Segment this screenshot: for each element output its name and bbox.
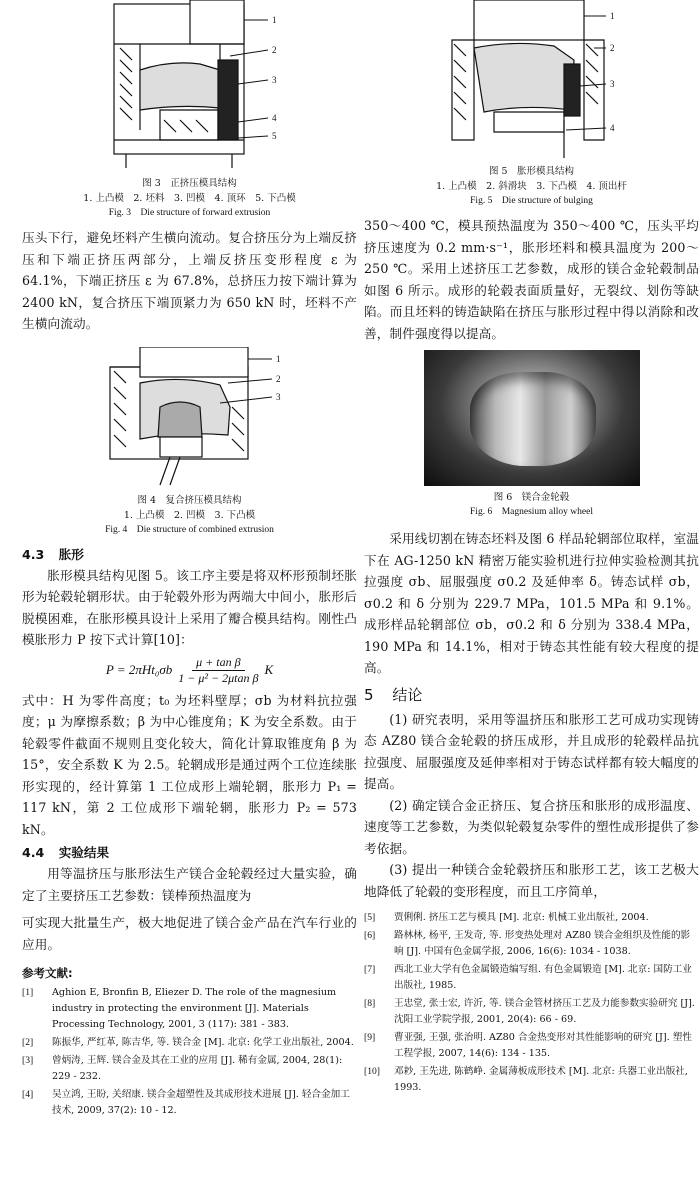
reference-number: [9]	[364, 1032, 376, 1043]
reference-item	[22, 1087, 357, 1119]
reference-text: 路林林, 杨平, 王发奇, 等. 形变热处理对 AZ80 镁合金组织及性能的影响 [J]. 中国有色金属学报, 2006, 16(6): 1034 - 1038.	[394, 930, 691, 957]
magnesium-wheel-photo	[424, 350, 640, 486]
formula-lhs: P = 2πHt₀σb	[105, 662, 173, 677]
fig3-label-1: 1	[272, 15, 277, 25]
fig5-label-4: 4	[610, 123, 615, 133]
section-4-3-title: 胀形	[58, 546, 84, 562]
wheel-shape	[470, 372, 596, 466]
reference-number: [7]	[364, 964, 376, 975]
figure-3-drawing	[100, 0, 290, 172]
left-paragraph-1: 压头下行，避免坯料产生横向流动。复合挤压分为上端反挤压和下端正挤压两部分，上端反挤压变形程度 ε 为 64.1%，下端正挤压 ε 为 67.8%，总挤压力按下端计算为 2400 kN，复合挤压下端顶紧力为 650 kN 时，坯料不产生横向流动。	[22, 230, 357, 331]
fig4-caption-zh: 图 4 复合挤压模具结构	[137, 494, 242, 506]
fig3-label-5: 5	[272, 131, 277, 141]
right-paragraph-2: 采用线切割在铸态坯料及图 6 样品轮辋部位取样，室温下在 AG-1250 kN 精密万能实验机进行拉伸实验检测其抗拉强度 σb、屈服强度 σ0.2 及延伸率 δ。铸态试样 σb，σ0.2 和 δ 分别为 229.7 MPa，101.5 MPa 和 9.1%。成形样品轮辋部位 σb，σ0.2 和 δ 分别为 338.4 MPa，190 MPa 和 14.1%，相对于铸态其性能有较大程度的提高。	[364, 531, 699, 675]
fig3-label-2: 2	[272, 45, 277, 55]
left-paragraph-3: 式中：H 为零件高度；t₀ 为坯料壁厚；σb 为材料抗拉强度；μ 为摩擦系数；β 为中心锥度角；K 为安全系数。由于轮毂零件截面不规则且变化较大，简化计算取锥度角 β 为 15°，安全系数 K 为 2.5。轮辋成形是通过两个工位连续胀形实现的，经计算第 1 工位成形上端轮辋，胀形力 P₁ = 117 kN，第 2 工位成形下端轮辋，胀形力 P₂ = 573 kN。	[22, 692, 357, 837]
formula-fraction	[178, 655, 258, 686]
conclusion-2: (2) 确定镁合金正挤压、复合挤压和胀形的成形温度、速度等工艺参数，为类似轮毂复杂零件的塑性成形提供了参考依据。	[364, 797, 699, 856]
fig5-caption-en: Fig. 5 Die structure of bulging	[470, 196, 593, 206]
figure-4-drawing	[100, 347, 290, 487]
fig5-caption-zh: 图 5 胀形模具结构	[488, 166, 575, 177]
reference-text: Aghion E, Bronfin B, Eliezer D. The role of the magnesium industry in protecting the environment [J]. Materials Processing Technology, 2001, 3 (117): 381 - 383.	[52, 987, 337, 1030]
reference-text: 贾俐俐. 挤压工艺与模具 [M]. 北京: 机械工业出版社, 2004.	[394, 912, 649, 923]
fig4-caption-en: Fig. 4 Die structure of combined extrusion	[105, 524, 274, 535]
reference-number: [5]	[364, 912, 376, 923]
fig4-label-2: 2	[276, 373, 281, 384]
reference-item	[22, 1035, 357, 1051]
left-paragraph-2: 胀形模具结构见图 5。该工序主要是将双杯形预制坯胀形为轮毂轮辋形状。由于轮毂外形为两端大中间小，胀形后脱模困难，在胀形模具设计上采用了瓣合模具结构。刚性凸模胀形力 P 按下式计算[10]：	[22, 567, 357, 647]
references-title: 参考文献:	[22, 966, 73, 980]
reference-number: [6]	[364, 930, 376, 941]
reference-text: 邓耖, 王先进, 陈鹤峥. 金属薄板成形技术 [M]. 北京: 兵器工业出版社, 1993.	[394, 1066, 688, 1093]
fig5-parts: 1. 上凸模 2. 斜滑块 3. 下凸模 4. 顶出杆	[436, 181, 627, 192]
conclusion-1: (1) 研究表明，采用等温挤压和胀形工艺可成功实现铸态 AZ80 镁合金轮毂的挤压成形，并且成形的轮毂样品抗拉强度、屈服强度及延伸率相对于铸态试样都有较大幅度的提高。	[364, 711, 699, 791]
left-paragraph-4: 用等温挤压与胀形法生产镁合金轮毂经过大量实验，确定了主要挤压工艺参数：镁棒预热温度为	[22, 866, 357, 903]
fig3-label-3: 3	[272, 75, 277, 85]
right-column	[364, 0, 699, 1098]
reference-number: [1]	[22, 987, 34, 998]
reference-number: [2]	[22, 1037, 34, 1048]
formula-denominator: 1 − μ² − 2μtan β	[178, 670, 259, 685]
reference-text: 吴立鸿, 王盼, 关绍康. 镁合金超塑性及其成形技术进展 [J]. 轻合金加工技术, 2009, 37(2): 10 - 12.	[52, 1089, 350, 1116]
reference-number: [4]	[22, 1089, 34, 1100]
conclusion-3: (3) 提出一种镁合金轮毂挤压和胀形工艺，该工艺极大地降低了轮毂的变形程度，而且工序简单，	[364, 862, 699, 899]
reference-item	[364, 962, 699, 994]
section-5-heading	[364, 683, 699, 707]
section-4-4-heading	[22, 842, 357, 863]
bulging-force-formula	[22, 655, 357, 686]
fig3-label-4: 4	[272, 113, 277, 123]
references-right	[364, 910, 699, 1096]
reference-item	[364, 996, 699, 1028]
section-5-title: 结论	[392, 685, 423, 704]
figure-3	[100, 0, 357, 172]
section-4-3-heading	[22, 544, 357, 565]
reference-item	[364, 1030, 699, 1062]
right-paragraph-1: 350～400 ℃，模具预热温度为 350～400 ℃，压头平均挤压速度为 0.2 mm·s⁻¹，胀形坯料和模具温度为 200～250 ℃。采用上述挤压工艺参数，成形的镁合金轮毂制品如图 6 所示。成形的轮毂表面质量好，无裂纹、划伤等缺陷。而且坯料的铸造缺陷在挤压与胀形过程中得以消除和改善，制件强度得以提高。	[364, 218, 699, 341]
fig4-parts: 1. 上凸模 2. 凹模 3. 下凸模	[123, 509, 256, 521]
fig5-label-1: 1	[610, 11, 615, 21]
formula-k: K	[264, 662, 274, 677]
fig5-label-3: 3	[610, 79, 615, 89]
reference-text: 西北工业大学有色金属锻造编写组. 有色金属锻造 [M]. 北京: 国防工业出版社, 1985.	[394, 964, 692, 991]
fig6-caption-en: Fig. 6 Magnesium alloy wheel	[470, 507, 593, 517]
fig4-label-3: 3	[276, 391, 281, 402]
fig5-label-2: 2	[610, 43, 615, 53]
fig4-label-1: 1	[276, 353, 281, 364]
reference-item	[364, 910, 699, 926]
fig6-caption-zh: 图 6 镁合金轮毂	[493, 492, 570, 503]
figure-5-drawing	[444, 0, 624, 160]
reference-text: 曾炳涛, 王辉. 镁合金及其在工业的应用 [J]. 稀有金属, 2004, 28(1): 229 - 232.	[52, 1055, 343, 1082]
references-left	[22, 985, 357, 1119]
reference-number: [8]	[364, 998, 376, 1009]
section-4-4-number: 4.4	[22, 845, 45, 860]
reference-item	[22, 985, 357, 1033]
fig3-caption-en: Fig. 3 Die structure of forward extrusion	[108, 208, 271, 218]
reference-text: 曹亚强, 王强, 张治明. AZ80 合金热变形对其性能影响的研究 [J]. 塑性工程学报, 2007, 14(6): 134 - 135.	[394, 1032, 692, 1059]
reference-item	[22, 1053, 357, 1085]
reference-item	[364, 1064, 699, 1096]
section-5-number: 5	[364, 685, 374, 704]
left-paragraph-5: 可实现大批量生产，极大地促进了镁合金产品在汽车行业的应用。	[22, 915, 357, 952]
figure-4	[100, 347, 357, 487]
left-column	[22, 0, 357, 1121]
fig3-caption-zh: 图 3 正挤压模具结构	[142, 178, 237, 189]
reference-item	[364, 928, 699, 960]
fig3-parts: 1. 上凸模 2. 坯料 3. 凹模 4. 顶环 5. 下凸模	[83, 193, 296, 204]
reference-text: 王忠堂, 张士宏, 许沂, 等. 镁合金管材挤压工艺及力能参数实验研究 [J]. 沈阳工业学院学报, 2001, 20(4): 66 - 69.	[394, 998, 695, 1025]
figure-5	[444, 0, 699, 160]
section-4-3-number: 4.3	[22, 546, 45, 562]
reference-number: [10]	[364, 1066, 380, 1077]
reference-text: 陈振华, 严红革, 陈吉华, 等. 镁合金 [M]. 北京: 化学工业出版社, 2004.	[52, 1037, 354, 1048]
formula-numerator: μ + tan β	[192, 655, 244, 671]
section-4-4-title: 实验结果	[58, 845, 110, 860]
reference-number: [3]	[22, 1055, 34, 1066]
